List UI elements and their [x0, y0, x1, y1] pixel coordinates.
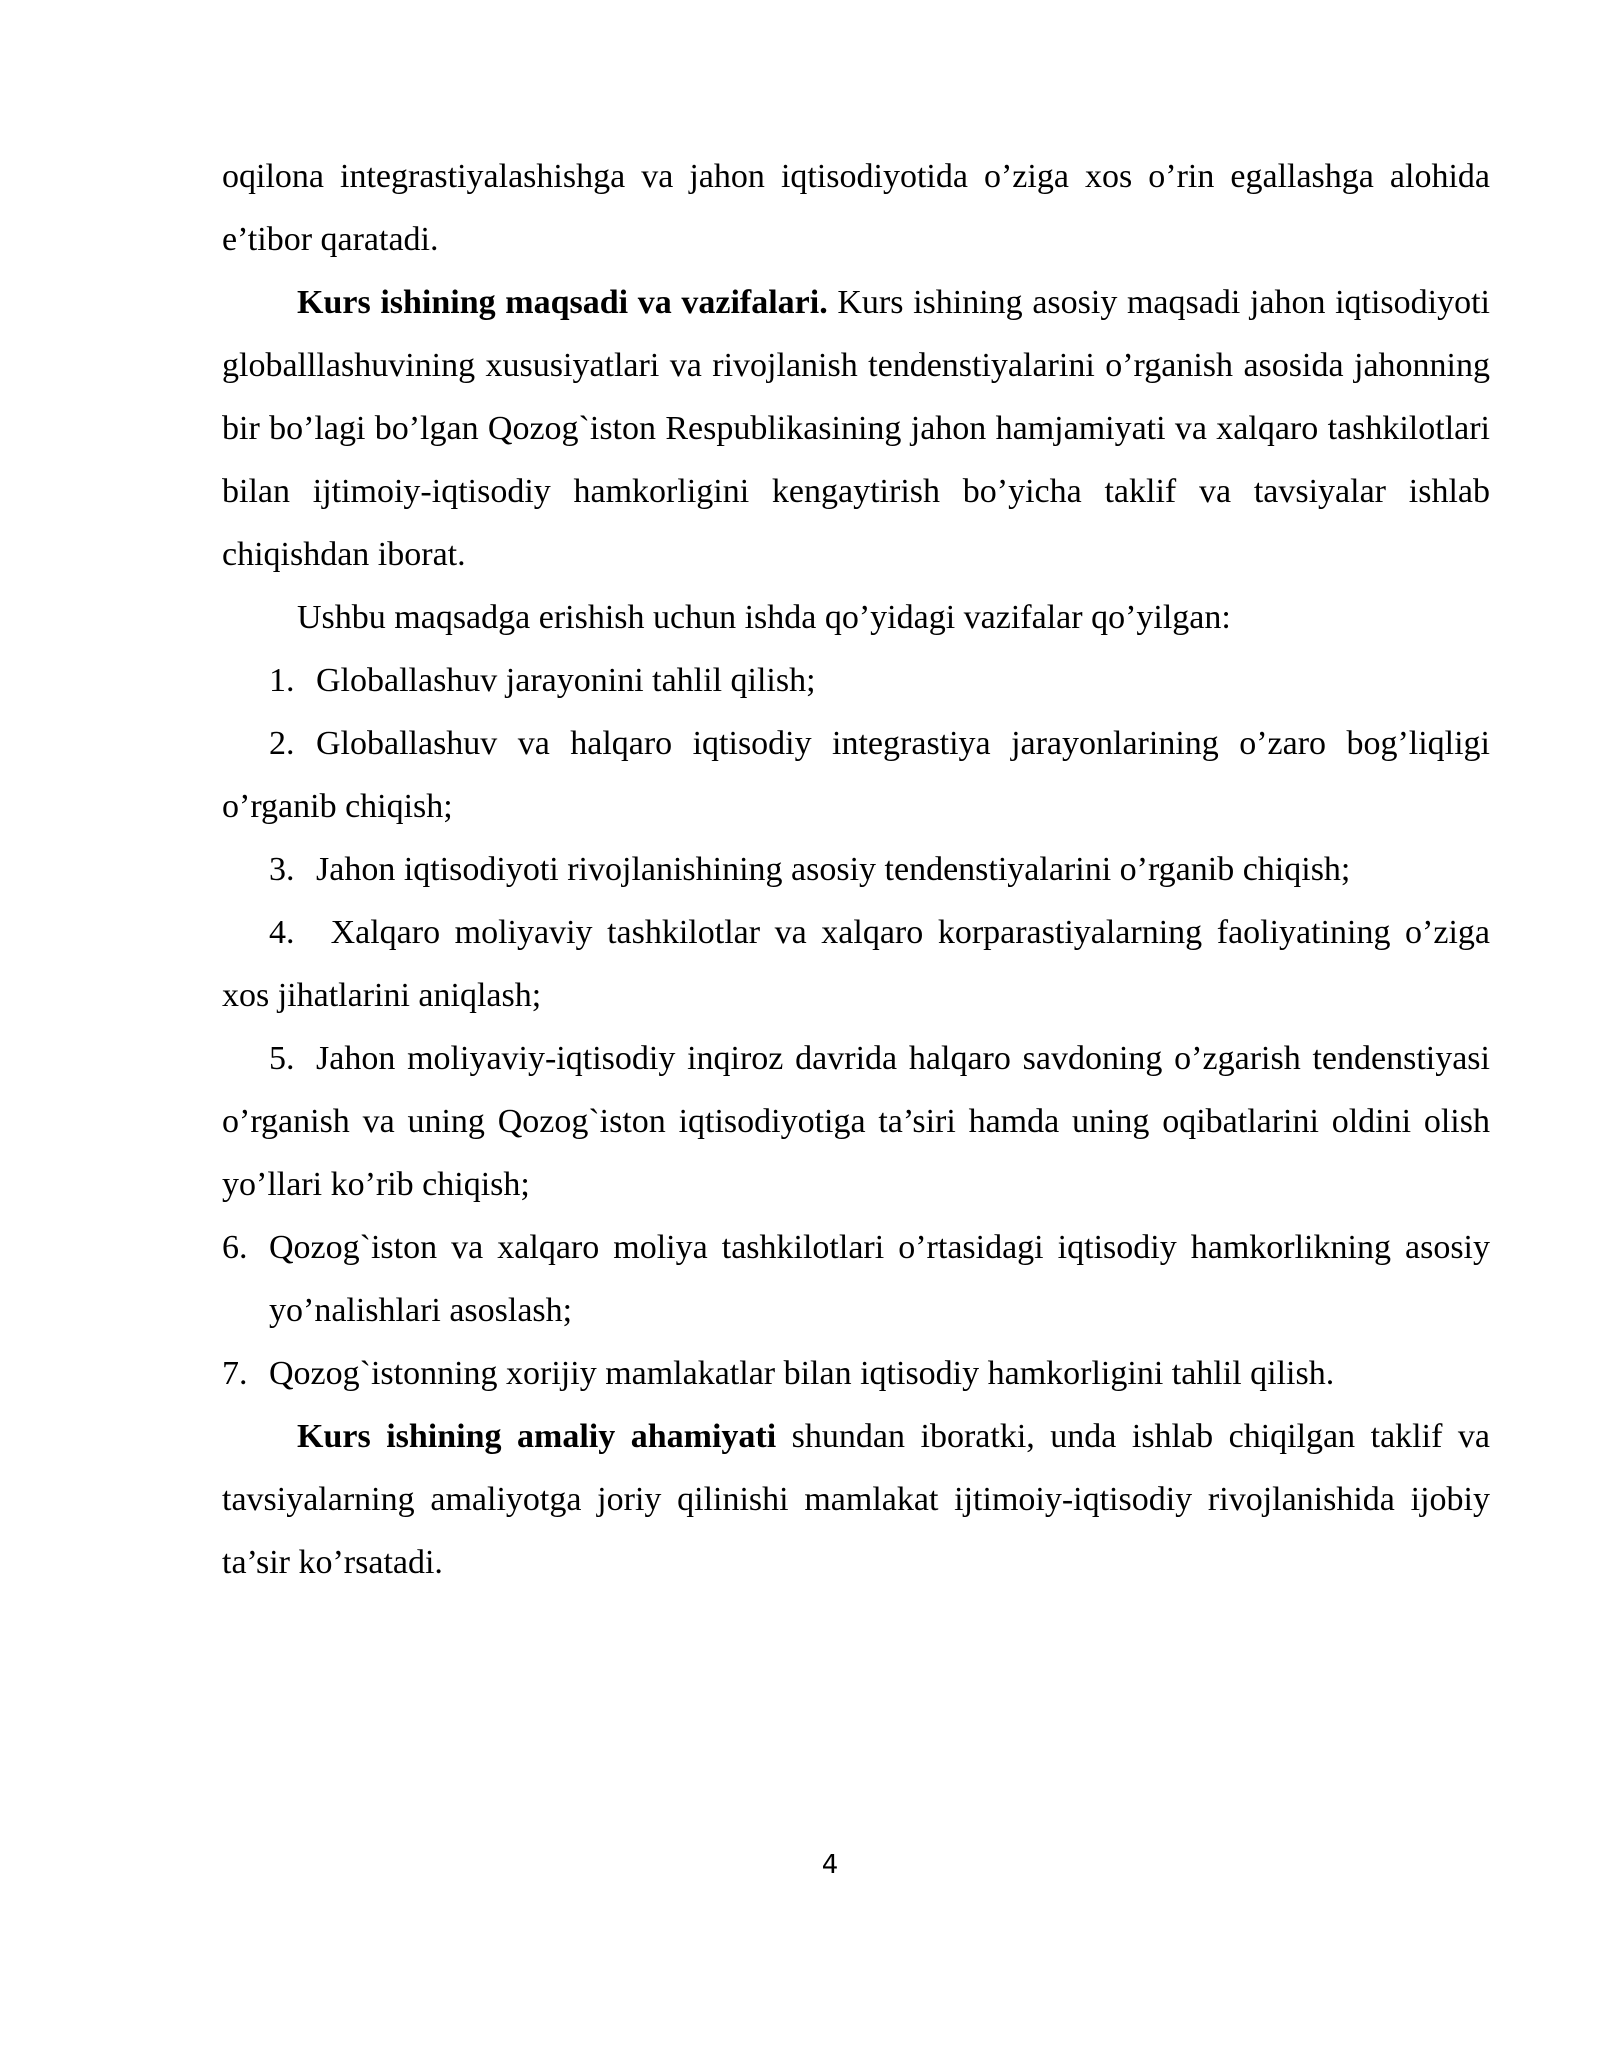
- paragraph-goals: [222, 271, 1490, 586]
- goals-heading: Kurs ishining maqsadi va vazifalari.: [297, 284, 828, 321]
- task-text: Qozog`iston va xalqaro moliya tashkilotlari o’rtasidagi iqtisodiy hamkorlikning asosiy yo’nalishlari asoslash;: [269, 1229, 1490, 1329]
- task-item-3: [222, 838, 1490, 901]
- task-text: Globallashuv va halqaro iqtisodiy integrastiya jarayonlarining o’zaro bog’liqligi o’rganib chiqish;: [222, 725, 1490, 825]
- document-body: [222, 145, 1490, 1594]
- task-text: Qozog`istonning xorijiy mamlakatlar bilan iqtisodiy hamkorligini tahlil qilish.: [269, 1355, 1335, 1392]
- page-number: 4: [821, 1850, 839, 1880]
- goals-text: Kurs ishining asosiy maqsadi jahon iqtisodiyoti globalllashuvining xususiyatlari va rivojlanish tendenstiyalarini o’rganish asosida jahonning bir bo’lagi bo’lgan Qozog`iston Respublikasining jahon hamjamiyati va xalqaro tashkilotlari bilan ijtimoiy-iqtisodiy hamkorligini kengaytirish bo’yicha taklif va tavsiyalar ishlab chiqishdan iborat.: [222, 284, 1491, 573]
- task-number: 4.: [269, 914, 295, 951]
- task-text: Jahon iqtisodiyoti rivojlanishining asosiy tendenstiyalarini o’rganib chiqish;: [316, 851, 1351, 888]
- task-text: Globallashuv jarayonini tahlil qilish;: [316, 662, 816, 699]
- task-number: 3.: [269, 851, 295, 888]
- task-item-7: [222, 1342, 1490, 1405]
- task-item-2: [222, 712, 1490, 838]
- significance-text: shundan iboratki, unda ishlab chiqilgan taklif va tavsiyalarning amaliyotga joriy qilinishi mamlakat ijtimoiy-iqtisodiy rivojlanishida ijobiy ta’sir ko’rsatadi.: [222, 1418, 1490, 1581]
- task-item-5: [222, 1027, 1490, 1216]
- task-text: Jahon moliyaviy-iqtisodiy inqiroz davrida halqaro savdoning o’zgarish tendenstiyasi o’rganish va uning Qozog`iston iqtisodiyotiga ta’siri hamda uning oqibatlarini oldini olish yo’llari ko’rib chiqish;: [222, 1040, 1490, 1203]
- task-number: 2.: [269, 725, 295, 762]
- task-number: 5.: [269, 1040, 295, 1077]
- task-number: 1.: [269, 662, 295, 699]
- task-item-6: [222, 1216, 1490, 1342]
- significance-heading: Kurs ishining amaliy ahamiyati: [297, 1418, 777, 1455]
- paragraph-practical-significance: [222, 1405, 1490, 1594]
- task-text: Xalqaro moliyaviy tashkilotlar va xalqaro korparastiyalarning faoliyatining o’ziga xos jihatlarini aniqlash;: [222, 914, 1490, 1014]
- task-number: 7.: [222, 1355, 248, 1392]
- paragraph-intro-continuation: oqilona integrastiyalashishga va jahon iqtisodiyotida o’ziga xos o’rin egallashga alohida e’tibor qaratadi.: [222, 158, 1490, 258]
- task-number: 6.: [222, 1229, 248, 1266]
- task-item-1: [222, 649, 1490, 712]
- paragraph-tasks-intro: Ushbu maqsadga erishish uchun ishda qo’yidagi vazifalar qo’yilgan:: [297, 599, 1231, 636]
- task-item-4: [222, 901, 1490, 1027]
